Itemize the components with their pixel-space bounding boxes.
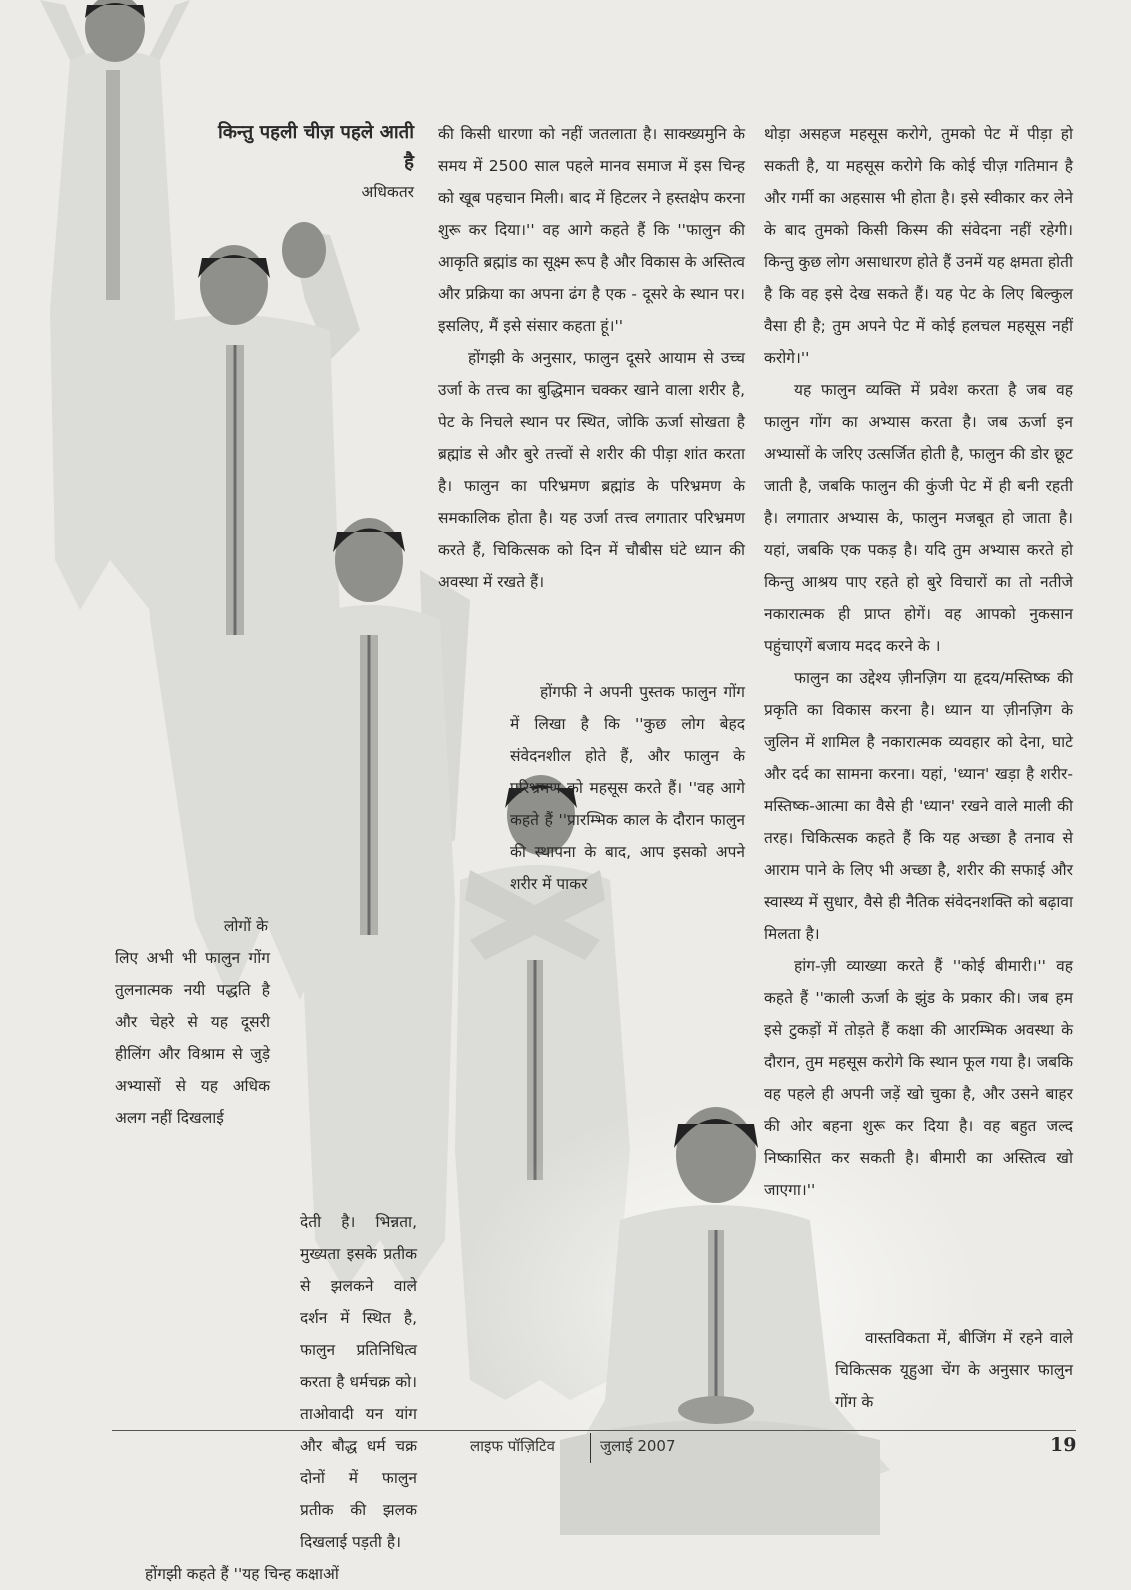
paragraph: होंगझी कहते हैं ''यह चिन्ह कक्षाओं xyxy=(145,1565,339,1583)
paragraph: लिए अभी भी फालुन गोंग तुलनात्मक नयी पद्धति है और चेहरे से यह दूसरी हीलिंग और विश्राम से जुड़े अभ्यासों से यह अधिक अलग नहीं दिखलाई xyxy=(115,949,270,1127)
article-subhead: अधिकतर xyxy=(361,183,414,201)
page-number: 19 xyxy=(1050,1434,1077,1456)
paragraph: होंगझी के अनुसार, फालुन दूसरे आयाम से उच्च उर्जा के तत्त्व का बुद्धिमान चक्कर खाने वाला शरीर है, पेट के निचले स्थान पर स्थित, जोकि ऊर्जा सोखता है ब्रह्मांड से और बुरे तत्त्वों से शरीर की पीड़ा शांत करता है। फालुन का परिभ्रमण ब्रह्मांड के परिभ्रमण के समकालिक होता है। यह उर्जा तत्त्व लगातार परिभ्रमण करते हैं, चिकित्सक को दिन में चौबीस घंटे ध्यान की अवस्था में रखते हैं। xyxy=(438,349,745,591)
paragraph: लोगों के xyxy=(223,917,268,935)
paragraph: थोड़ा असहज महसूस करोगे, तुमको पेट में पीड़ा हो सकती है, या महसूस करोगे कि कोई चीज़ गतिमान है और गर्मी का अहसास भी होता है। इसे स्वीकार कर लेने के बाद तुमको किसी किस्म की संवेदना नहीं रहेगी। किन्तु कुछ लोग असाधारण होते हैं उनमें यह क्षमता होती है कि वह इसे देख सकते हैं। यह पेट के लिए बिल्कुल वैसा ही है; तुम अपने पेट में कोई हलचल महसूस नहीं करोगे।'' xyxy=(764,125,1073,367)
magazine-name: लाइफ पॉज़िटिव xyxy=(470,1437,555,1455)
paragraph: देती है। भिन्नता, मुख्यता इसके प्रतीक से झलकने वाले दर्शन में स्थित है, फालुन प्रतिनिधित्व करता है धर्मचक्र को। ताओवादी यन यांग और बौद्ध धर्म चक्र दोनों में फालुन प्रतीक की झलक दिखलाई पड़ती है। xyxy=(300,1213,417,1551)
footer-separator xyxy=(590,1433,591,1463)
left-column xyxy=(180,910,268,942)
left-column-wide xyxy=(115,1206,417,1590)
paragraph: होंगफी ने अपनी पुस्तक फालुन गोंग में लिखा है कि ''कुछ लोग बेहद संवेदनशील होते हैं, और फालुन के परिभ्रमण को महसूस करते हैं। ''वह आगे कहते हैं ''प्रारम्भिक काल के दौरान फालुन की स्थापना के बाद, आप इसको अपने शरीर में पाकर xyxy=(510,683,745,893)
paragraph: यह फालुन व्यक्ति में प्रवेश करता है जब वह फालुन गोंग का अभ्यास करता है। जब ऊर्जा इन अभ्यासों के जरिए उत्सर्जित होती है, फालुन की डोर छूट जाती है, जबकि फालुन की कुंजी पेट में ही बनी रहती है। लगातार अभ्यास के, फालुन मजबूत हो जाता है। यहां, जबकि एक पकड़ है। यदि तुम अभ्यास करते हो किन्तु आश्रय पाए रहते हो बुरे विचारों का तो नतीजे नकारात्मक ही प्राप्त होगें। वह आपको नुकसान पहुंचाएगें बजाय मदद करने के । xyxy=(764,381,1073,655)
paragraph: फालुन का उद्देश्य ज़ीनज़िग या हृदय/मस्तिष्क की प्रकृति का विकास करना है। ध्यान या ज़ीनज़िग के जुलिन में शामिल है नकारात्मक व्यवहार को देना, घाटे और दर्द का सामना करना। यहां, 'ध्यान' खड़ा है शरीर-मस्तिष्क-आत्मा का वैसे ही 'ध्यान' रखने वाले माली की तरह। चिकित्सक कहते हैं कि यह अच्छा है तनाव से आराम पाने के लिए भी अच्छा है, शरीर की सफाई और स्वास्थ्य में सुधार, वैसे ही नैतिक संवेदनशक्ति को बढ़ावा मिलता है। xyxy=(764,669,1073,943)
left-column-narrow xyxy=(115,942,270,1134)
pose-arm-diagonal xyxy=(300,518,470,1290)
article-heading: किन्तु पहली चीज़ पहले आती है xyxy=(217,122,414,173)
footer-issue xyxy=(600,1436,676,1456)
footer-rule xyxy=(112,1430,1076,1431)
right-column-tail xyxy=(835,1322,1073,1418)
paragraph: वास्तविकता में, बीजिंग में रहने वाले चिकित्सक यूहुआ चेंग के अनुसार फालुन गोंग के xyxy=(835,1329,1073,1411)
footer-magazine-name xyxy=(470,1436,555,1456)
right-column xyxy=(764,118,1073,1206)
issue-date: जुलाई 2007 xyxy=(600,1437,676,1455)
middle-column-tail xyxy=(510,676,745,900)
middle-column xyxy=(438,118,745,598)
paragraph: की किसी धारणा को नहीं जतलाता है। साक्ख्यमुनि के समय में 2500 साल पहले मानव समाज में इस चिन्ह को खूब पहचान मिली। बाद में हिटलर ने हस्तक्षेप करना शुरू कर दिया।'' वह आगे कहते हैं कि ''फालुन की आकृति ब्रह्मांड का सूक्ष्म रूप है और विकास के अस्तित्व और प्रक्रिया का अपना ढंग है एक - दूसरे के स्थान पर। इसलिए, मैं इसे संसार कहता हूं।'' xyxy=(438,125,745,335)
paragraph: हांग-ज़ी व्याख्या करते हैं ''कोई बीमारी।'' वह कहते हैं ''काली ऊर्जा के झुंड के प्रकार की। जब हम इसे टुकड़ों में तोड़ते हैं कक्षा की आरम्भिक अवस्था के दौरान, तुम महसूस करोगे कि स्थान फूल गया है। जबकि वह पहले ही अपनी जड़ें खो चुका है, और उसने बाहर की ओर बहना शुरू कर दिया है। वह बहुत जल्द निष्कासित कर सकती है। बीमारी का अस्तित्व खो जाएगा।'' xyxy=(764,957,1073,1199)
